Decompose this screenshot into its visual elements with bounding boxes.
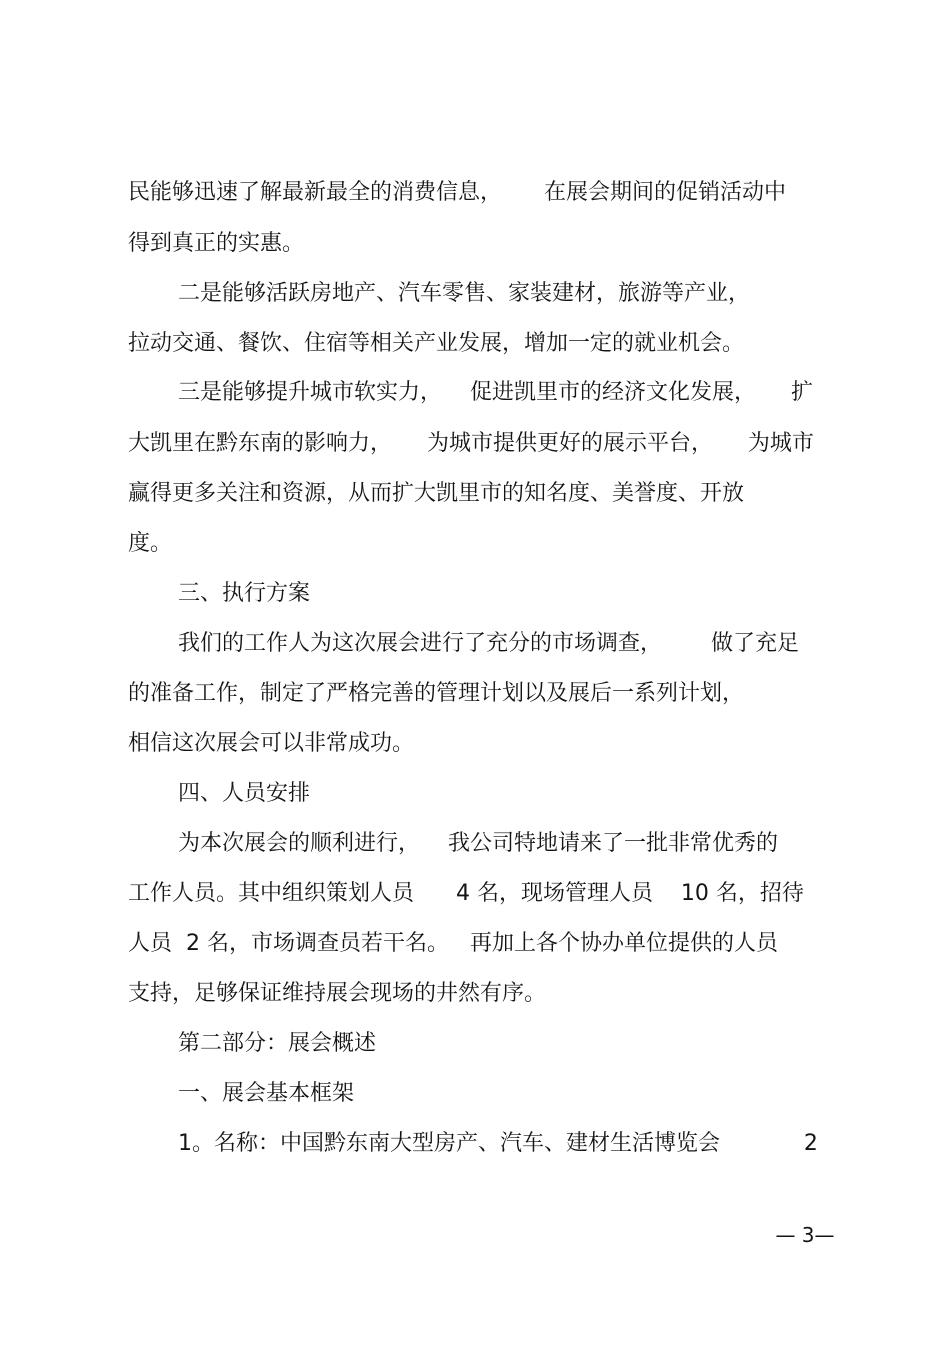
page-number: — 3— — [775, 1223, 835, 1247]
paragraph-line: 工作人员。其中组织策划人员 4 名，现场管理人员 10 名，招待 — [128, 881, 804, 906]
paragraph-line: 大凯里在黔东南的影响力， 为城市提供更好的展示平台， 为城市 — [128, 431, 814, 456]
paragraph-line: 赢得更多关注和资源，从而扩大凯里市的知名度、美誉度、开放 — [128, 481, 745, 506]
paragraph-line: 三是能够提升城市软实力， 促进凯里市的经济文化发展， 扩 — [178, 380, 813, 405]
paragraph-line: 度。 — [128, 531, 173, 556]
paragraph-line: 人员 2 名，市场调查员若干名。 再加上各个协办单位提供的人员 — [128, 931, 778, 956]
paragraph-line: 相信这次展会可以非常成功。 — [128, 731, 415, 756]
paragraph-line: 二是能够活跃房地产、汽车零售、家装建材，旅游等产业， — [178, 281, 751, 306]
section-heading: 四、人员安排 — [178, 781, 311, 806]
section-heading: 一、展会基本框架 — [178, 1081, 355, 1106]
part-heading: 第二部分：展会概述 — [178, 1031, 377, 1056]
list-item: 1。名称：中国黔东南大型房产、汽车、建材生活博览会 2 — [178, 1131, 818, 1156]
paragraph-line: 支持，足够保证维持展会现场的井然有序。 — [128, 981, 547, 1006]
paragraph-line: 的准备工作，制定了严格完善的管理计划以及展后一系列计划， — [128, 681, 745, 706]
paragraph-line: 我们的工作人为这次展会进行了充分的市场调查， 做了充足 — [178, 631, 799, 656]
paragraph-line: 为本次展会的顺利进行， 我公司特地请来了一批非常优秀的 — [178, 831, 778, 856]
section-heading: 三、执行方案 — [178, 581, 311, 606]
paragraph-line: 民能够迅速了解最新最全的消费信息， 在展会期间的促销活动中 — [128, 180, 786, 205]
paragraph-line: 拉动交通、餐饮、住宿等相关产业发展，增加一定的就业机会。 — [128, 331, 745, 356]
paragraph-line: 得到真正的实惠。 — [128, 231, 305, 256]
